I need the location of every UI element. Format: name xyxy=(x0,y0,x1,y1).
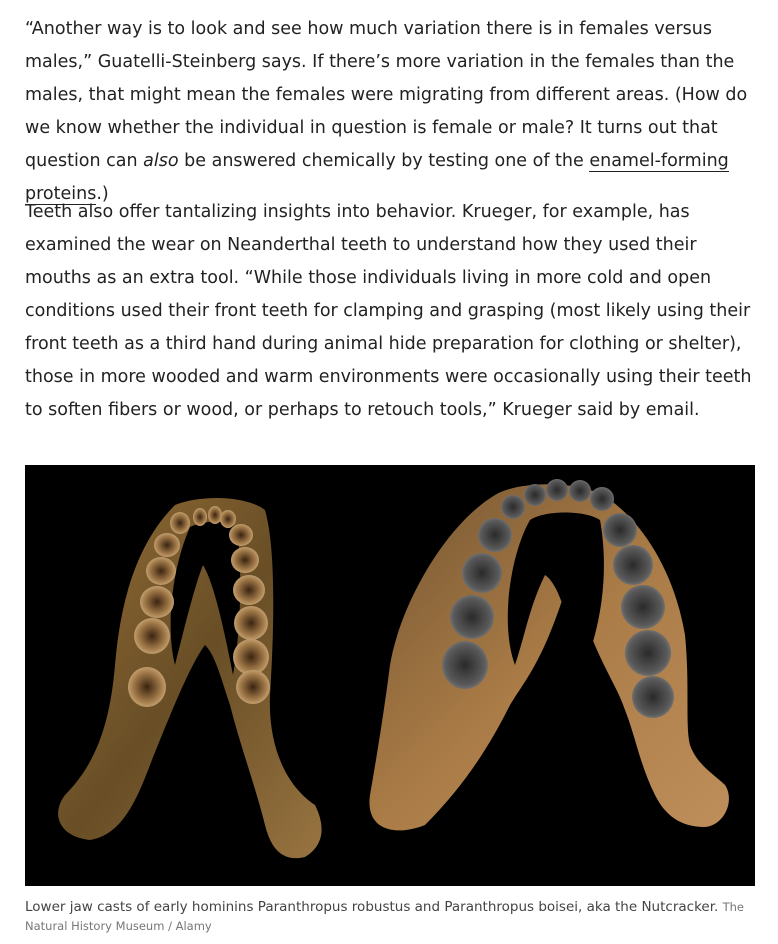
paragraph-text: be answered chemically by testing one of the xyxy=(178,151,590,171)
jaw-casts-image xyxy=(25,465,755,886)
paragraph-variation xyxy=(25,13,760,211)
caption-text: Lower jaw casts of early hominins Paranthropus robustus and Paranthropus boisei, aka the Nutcracker. xyxy=(25,899,719,915)
paragraph-behavior: Teeth also offer tantalizing insights into behavior. Krueger, for example, has examined the wear on Neanderthal teeth to understand how they used their mouths as an extra tool. “While those individuals living in more cold and open conditions used their front teeth for clamping and grasping (most likely using their front teeth as a third hand during animal hide preparation for clothing or shelter), those in more wooded and warm environments were occasionally using their teeth to soften fibers or wood, or perhaps to retouch tools,” Krueger said by email. xyxy=(25,202,752,420)
enamel-proteins-link[interactable]: enamel-forming proteins xyxy=(25,151,729,204)
jaw-casts-photo xyxy=(25,465,755,886)
right-jaw xyxy=(369,479,728,830)
figure-caption xyxy=(25,898,755,936)
paragraph-text: .) xyxy=(96,184,109,204)
left-jaw xyxy=(58,498,321,858)
photo-credit: The Natural History Museum / Alamy xyxy=(25,900,744,933)
emphasis-text: also xyxy=(143,151,179,171)
paragraph-text: “Another way is to look and see how much variation there is in females versus males,” Guatelli-Steinberg says. If there’s more variation in the females than the males, that might mean the females were migrating from different areas. (How do we know whether the individual in question is female or male? It turns out that question can xyxy=(25,19,748,171)
